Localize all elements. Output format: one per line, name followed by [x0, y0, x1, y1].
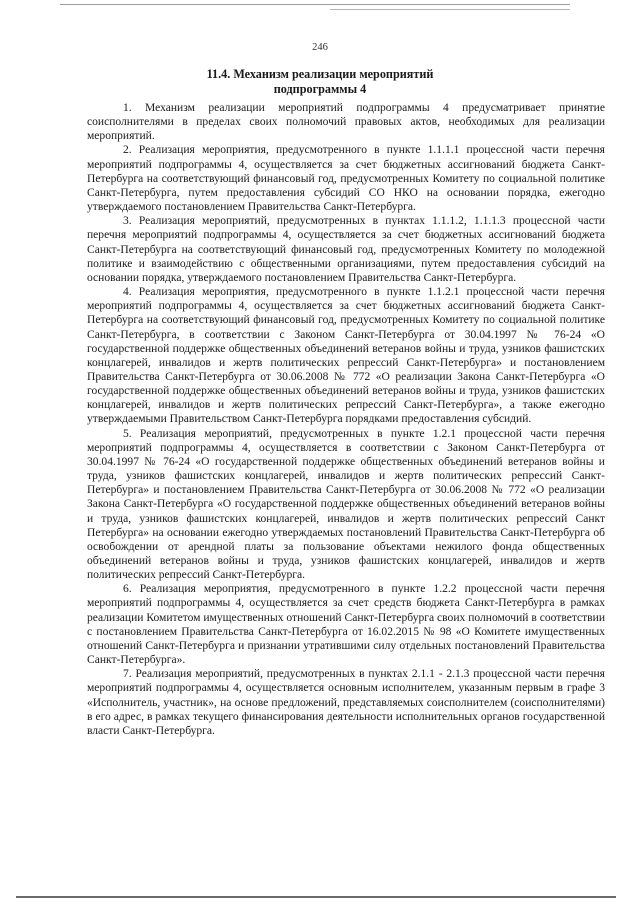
paragraph-3: 3. Реализация мероприятий, предусмотренных в пунктах 1.1.1.2, 1.1.1.3 процессной части перечня мероприятий подпрограммы 4, осуществляется за счет бюджетных ассигнований бюджета Санкт-Петербурга на соответствующий финансовый год, предусмотренных Комитету по молодежной политике и взаимодействию с общественными организациями, путем предоставления субсидий на основании порядка, утверждаемого постановлением Правительства Санкт-Петербурга. — [87, 215, 605, 284]
section-title-line-2: подпрограммы 4 — [273, 81, 367, 96]
paragraph-2: 2. Реализация мероприятия, предусмотренного в пункте 1.1.1.1 процессной части перечня мероприятий подпрограммы 4, осуществляется за счет бюджетных ассигнований бюджета Санкт-Петербурга на соответствующий финансовый год, предусмотренных Комитету по социальной политике Санкт-Петербурга, путем предоставления субсидий СО НКО на основании порядка, ежегодно утверждаемого постановлением Правительства Санкт-Петербурга. — [87, 144, 605, 214]
bottom-scan-line — [16, 896, 616, 898]
paragraph-7: 7. Реализация мероприятий, предусмотренных в пунктах 2.1.1 - 2.1.3 процессной части перечня мероприятий подпрограммы 4, осуществляется основным исполнителем, указанным первым в графе 3 «Исполнитель, участник», на основе предложений, представляемых соисполнителем (соисполнителями) в его адрес, в рамках текущего финансирования деятельности исполнительных органов государственной власти Санкт-Петербурга. — [87, 668, 605, 737]
section-heading — [150, 67, 490, 96]
paragraph-5: 5. Реализация мероприятий, предусмотренных в пункте 1.2.1 процессной части перечня мероприятий подпрограммы 4, осуществляется в соответствии с Законом Санкт-Петербурга от 30.04.1997 № 76-24 «О государственной поддержке общественных объединений ветеранов войны и труда, узников фашистских концлагерей, инвалидов и жертв политических репрессий Санкт-Петербурга» и постановлением Правительства Санкт-Петербурга от 30.06.2008 № 772 «О реализации Закона Санкт-Петербурга «О государственной поддержке общественных объединений ветеранов войны и труда, узников фашистских концлагерей, инвалидов и жертв политических репрессий Санкт Петербурга» на основании ежегодно утверждаемых постановлений Правительства Санкт-Петербурга об освобождении от арендной платы за пользование объектами нежилого фонда общественных объединений ветеранов войны и труда, узников фашистских концлагерей, инвалидов и жертв политических репрессий Санкт-Петербурга. — [87, 427, 605, 582]
document-body — [87, 101, 605, 738]
section-title-line-1: 11.4. Механизм реализации мероприятий — [206, 67, 434, 81]
top-scan-line-secondary — [330, 9, 570, 10]
paragraph-6: 6. Реализация мероприятия, предусмотренного в пункте 1.2.2 процессной части перечня мероприятий подпрограммы 4, осуществляется за счет средств бюджета Санкт-Петербурга в рамках реализации Комитетом имущественных отношений Санкт-Петербурга своих полномочий в соответствии с постановлением Правительства Санкт-Петербурга от 16.02.2015 № 98 «О Комитете имущественных отношений Санкт-Петербурга и признании утратившими силу отдельных постановлений Правительства Санкт-Петербурга». — [87, 583, 605, 667]
page-number: 246 — [312, 42, 328, 53]
paragraph-4: 4. Реализация мероприятия, предусмотренного в пункте 1.1.2.1 процессной части перечня мероприятий подпрограммы 4, осуществляется за счет бюджетных ассигнований бюджета Санкт-Петербурга на соответствующий финансовый год, предусмотренных Комитету по социальной политике Санкт-Петербурга, в соответствии с Законом Санкт-Петербурга от 30.04.1997 № 76-24 «О государственной поддержке общественных объединений ветеранов войны и труда, узников фашистских концлагерей, инвалидов и жертв политических репрессий Санкт-Петербурга» и постановлением Правительства Санкт-Петербурга от 30.06.2008 № 772 «О реализации Закона Санкт-Петербурга «О государственной поддержке общественных объединений ветеранов войны и труда, узников фашистских концлагерей, инвалидов и жертв политических репрессий Санкт-Петербурга», а также ежегодно утверждаемыми Правительством Санкт-Петербурга порядками предоставления субсидий. — [87, 286, 605, 426]
top-scan-line — [60, 4, 570, 5]
paragraph-1: 1. Механизм реализации мероприятий подпрограммы 4 предусматривает принятие соисполнителями в пределах своих полномочий правовых актов, необходимых для реализации мероприятий. — [87, 102, 605, 143]
